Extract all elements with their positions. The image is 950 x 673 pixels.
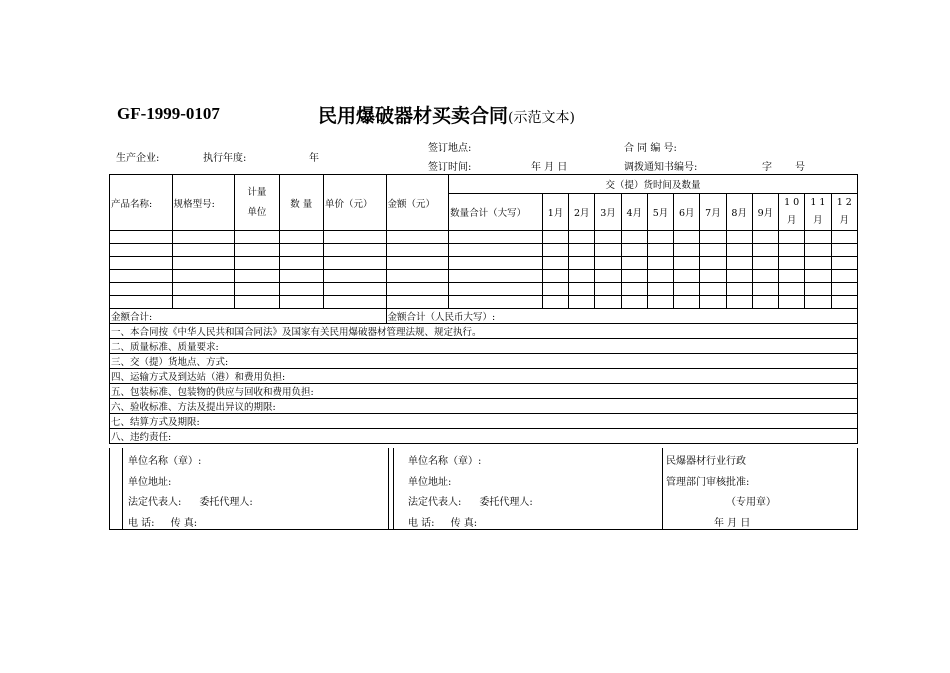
approval-seal: （专用章）	[726, 497, 776, 508]
divider	[122, 448, 123, 529]
cell[interactable]	[700, 231, 726, 244]
cell[interactable]	[542, 244, 568, 257]
cell[interactable]	[386, 283, 449, 296]
party-a-name: 单位名称（章）:	[128, 456, 202, 467]
cell[interactable]	[172, 283, 235, 296]
cell[interactable]	[831, 296, 858, 309]
cell[interactable]	[235, 257, 279, 270]
party-a-agent: 委托代理人:	[199, 497, 253, 508]
sign-date: 年 月 日	[531, 162, 568, 173]
cell[interactable]	[449, 270, 543, 283]
cell[interactable]	[449, 244, 543, 257]
cell[interactable]	[647, 257, 673, 270]
cell[interactable]	[805, 257, 831, 270]
cell[interactable]	[323, 244, 386, 257]
col-product: 产品名称:	[110, 175, 173, 231]
cell[interactable]	[621, 283, 647, 296]
party-a-address: 单位地址:	[128, 476, 172, 488]
cell[interactable]	[674, 270, 700, 283]
month-11: 1 1 月	[805, 194, 831, 231]
cell[interactable]	[569, 257, 595, 270]
table-row	[110, 244, 858, 257]
month-5: 5月	[647, 194, 673, 231]
cell[interactable]	[386, 244, 449, 257]
month-8: 8月	[726, 194, 752, 231]
cell[interactable]	[172, 231, 235, 244]
cell[interactable]	[449, 296, 543, 309]
cell[interactable]	[779, 244, 805, 257]
cell[interactable]	[542, 270, 568, 283]
cell[interactable]	[172, 270, 235, 283]
cell[interactable]	[279, 231, 323, 244]
col-unit-line2: 单位	[247, 206, 267, 218]
cell[interactable]	[110, 257, 173, 270]
cell[interactable]	[235, 244, 279, 257]
cell[interactable]	[805, 244, 831, 257]
clause-6: 六、验收标准、方法及提出异议的期限:	[110, 399, 858, 414]
cell[interactable]	[323, 257, 386, 270]
clause-7: 七、结算方式及期限:	[110, 414, 858, 429]
cell[interactable]	[831, 270, 858, 283]
party-a-tel: 电 话:	[128, 517, 155, 529]
cell[interactable]	[542, 231, 568, 244]
total-amount-label: 金额合计:	[110, 309, 387, 324]
cell[interactable]	[726, 296, 752, 309]
cell[interactable]	[542, 296, 568, 309]
cell[interactable]	[752, 244, 778, 257]
cell[interactable]	[700, 296, 726, 309]
cell[interactable]	[595, 296, 621, 309]
exec-year-label: 执行年度:	[203, 153, 247, 164]
cell[interactable]	[779, 296, 805, 309]
clause-8: 八、违约责任:	[110, 429, 858, 444]
cell[interactable]	[726, 231, 752, 244]
col-qty-total: 数量合计（大写）	[449, 194, 543, 231]
cell[interactable]	[779, 231, 805, 244]
cell[interactable]	[726, 244, 752, 257]
table-row	[110, 257, 858, 270]
cell[interactable]	[674, 257, 700, 270]
cell[interactable]	[449, 257, 543, 270]
party-a-block	[128, 452, 253, 534]
cell[interactable]	[542, 283, 568, 296]
sign-time-label: 签订时间:	[428, 162, 472, 173]
cell[interactable]	[323, 270, 386, 283]
cell[interactable]	[110, 270, 173, 283]
table-row	[110, 296, 858, 309]
approval-line2: 管理部门审核批准:	[666, 476, 750, 488]
cell[interactable]	[595, 244, 621, 257]
divider	[662, 448, 663, 529]
cell[interactable]	[235, 231, 279, 244]
col-qty: 数 量	[279, 175, 323, 231]
cell[interactable]	[595, 270, 621, 283]
cell[interactable]	[805, 231, 831, 244]
year-label: 年	[309, 153, 319, 164]
clause-3: 三、交（提）货地点、方式:	[110, 354, 858, 369]
col-price: 单价（元）	[323, 175, 386, 231]
cell[interactable]	[569, 283, 595, 296]
cell[interactable]	[831, 231, 858, 244]
party-b-address: 单位地址:	[408, 476, 452, 488]
cell[interactable]	[700, 270, 726, 283]
party-b-block	[408, 452, 533, 534]
cell[interactable]	[595, 257, 621, 270]
cell[interactable]	[805, 270, 831, 283]
cell[interactable]	[674, 244, 700, 257]
month-1: 1月	[542, 194, 568, 231]
cell[interactable]	[323, 296, 386, 309]
table-row	[110, 270, 858, 283]
cell[interactable]	[674, 296, 700, 309]
cell[interactable]	[779, 283, 805, 296]
approval-block	[666, 452, 776, 534]
cell[interactable]	[110, 231, 173, 244]
cell[interactable]	[752, 296, 778, 309]
cell[interactable]	[595, 231, 621, 244]
cell[interactable]	[110, 296, 173, 309]
party-b-legal: 法定代表人:	[408, 497, 462, 508]
month-10: 1 0 月	[779, 194, 805, 231]
cell[interactable]	[172, 244, 235, 257]
cell[interactable]	[279, 257, 323, 270]
party-b-agent: 委托代理人:	[479, 497, 533, 508]
party-b-legal-row	[408, 493, 533, 514]
col-unit-line1: 计量	[247, 186, 267, 198]
cell[interactable]	[279, 244, 323, 257]
cell[interactable]	[831, 283, 858, 296]
cell[interactable]	[235, 270, 279, 283]
title-main: 民用爆破器材买卖合同	[318, 105, 509, 127]
cell[interactable]	[674, 231, 700, 244]
clause-1: 一、本合同按《中华人民共和国合同法》及国家有关民用爆破器材管理法规、规定执行。	[110, 324, 858, 339]
table-row	[110, 231, 858, 244]
cell[interactable]	[386, 270, 449, 283]
cell[interactable]	[449, 283, 543, 296]
party-b-name: 单位名称（章）:	[408, 456, 482, 467]
month-12: 1 2 月	[831, 194, 858, 231]
cell[interactable]	[805, 296, 831, 309]
cell[interactable]	[779, 270, 805, 283]
contract-no-label: 合 同 编 号:	[624, 143, 677, 154]
month-2: 2月	[569, 194, 595, 231]
approval-line1: 民爆器材行业行政	[666, 456, 746, 467]
party-a-fax: 传 真:	[170, 517, 198, 529]
cell[interactable]	[386, 296, 449, 309]
cell[interactable]	[779, 257, 805, 270]
cell[interactable]	[323, 231, 386, 244]
col-model: 规格型号:	[172, 175, 235, 231]
cell[interactable]	[726, 270, 752, 283]
approval-date: 年 月 日	[714, 517, 751, 529]
cell[interactable]	[595, 283, 621, 296]
contract-table	[109, 174, 858, 444]
cell[interactable]	[386, 231, 449, 244]
cell[interactable]	[621, 244, 647, 257]
form-code: GF-1999-0107	[117, 104, 220, 123]
cell[interactable]	[647, 283, 673, 296]
cell[interactable]	[700, 244, 726, 257]
cell[interactable]	[647, 296, 673, 309]
cell[interactable]	[235, 283, 279, 296]
divider	[393, 448, 394, 529]
cell[interactable]	[110, 244, 173, 257]
total-amount-rmb-label: 金额合计（人民币大写）:	[386, 309, 858, 324]
cell[interactable]	[569, 270, 595, 283]
party-b-fax: 传 真:	[450, 517, 478, 529]
cell[interactable]	[279, 296, 323, 309]
clause-5: 五、包装标准、包装物的供应与回收和费用负担:	[110, 384, 858, 399]
cell[interactable]	[110, 283, 173, 296]
month-4: 4月	[621, 194, 647, 231]
cell[interactable]	[235, 296, 279, 309]
delivery-header: 交（提）货时间及数量	[449, 175, 858, 194]
cell[interactable]	[726, 283, 752, 296]
cell[interactable]	[752, 270, 778, 283]
party-b-contact-row	[408, 514, 533, 535]
col-unit	[235, 175, 279, 231]
party-b-tel: 电 话:	[408, 517, 435, 529]
cell[interactable]	[569, 231, 595, 244]
divider	[388, 448, 389, 529]
cell[interactable]	[621, 257, 647, 270]
clause-4: 四、运输方式及到达站（港）和费用负担:	[110, 369, 858, 384]
cell[interactable]	[831, 257, 858, 270]
signature-section	[109, 448, 858, 530]
cell[interactable]	[542, 257, 568, 270]
notice-no-label: 调拨通知书编号:	[624, 162, 698, 173]
cell[interactable]	[752, 231, 778, 244]
cell[interactable]	[805, 283, 831, 296]
col-amount: 金额（元）	[386, 175, 449, 231]
month-7: 7月	[700, 194, 726, 231]
clause-2: 二、质量标准、质量要求:	[110, 339, 858, 354]
party-a-legal-row	[128, 493, 253, 514]
cell[interactable]	[386, 257, 449, 270]
cell[interactable]	[279, 270, 323, 283]
party-a-contact-row	[128, 514, 253, 535]
cell[interactable]	[647, 270, 673, 283]
cell[interactable]	[647, 231, 673, 244]
cell[interactable]	[674, 283, 700, 296]
cell[interactable]	[752, 257, 778, 270]
producer-label: 生产企业:	[116, 153, 160, 164]
title-suffix: (示范文本)	[508, 110, 575, 126]
cell[interactable]	[700, 283, 726, 296]
zi-label: 字	[762, 162, 772, 173]
table-row	[110, 283, 858, 296]
cell[interactable]	[621, 270, 647, 283]
cell[interactable]	[323, 283, 386, 296]
cell[interactable]	[172, 257, 235, 270]
cell[interactable]	[621, 231, 647, 244]
cell[interactable]	[449, 231, 543, 244]
cell[interactable]	[831, 244, 858, 257]
cell[interactable]	[279, 283, 323, 296]
cell[interactable]	[726, 257, 752, 270]
cell[interactable]	[647, 244, 673, 257]
cell[interactable]	[569, 244, 595, 257]
month-9: 9月	[752, 194, 778, 231]
cell[interactable]	[172, 296, 235, 309]
document-title	[318, 101, 575, 128]
month-6: 6月	[674, 194, 700, 231]
cell[interactable]	[700, 257, 726, 270]
party-a-legal: 法定代表人:	[128, 497, 182, 508]
cell[interactable]	[569, 296, 595, 309]
month-3: 3月	[595, 194, 621, 231]
hao-label: 号	[795, 162, 805, 173]
sign-place-label: 签订地点:	[428, 143, 472, 154]
cell[interactable]	[752, 283, 778, 296]
cell[interactable]	[621, 296, 647, 309]
